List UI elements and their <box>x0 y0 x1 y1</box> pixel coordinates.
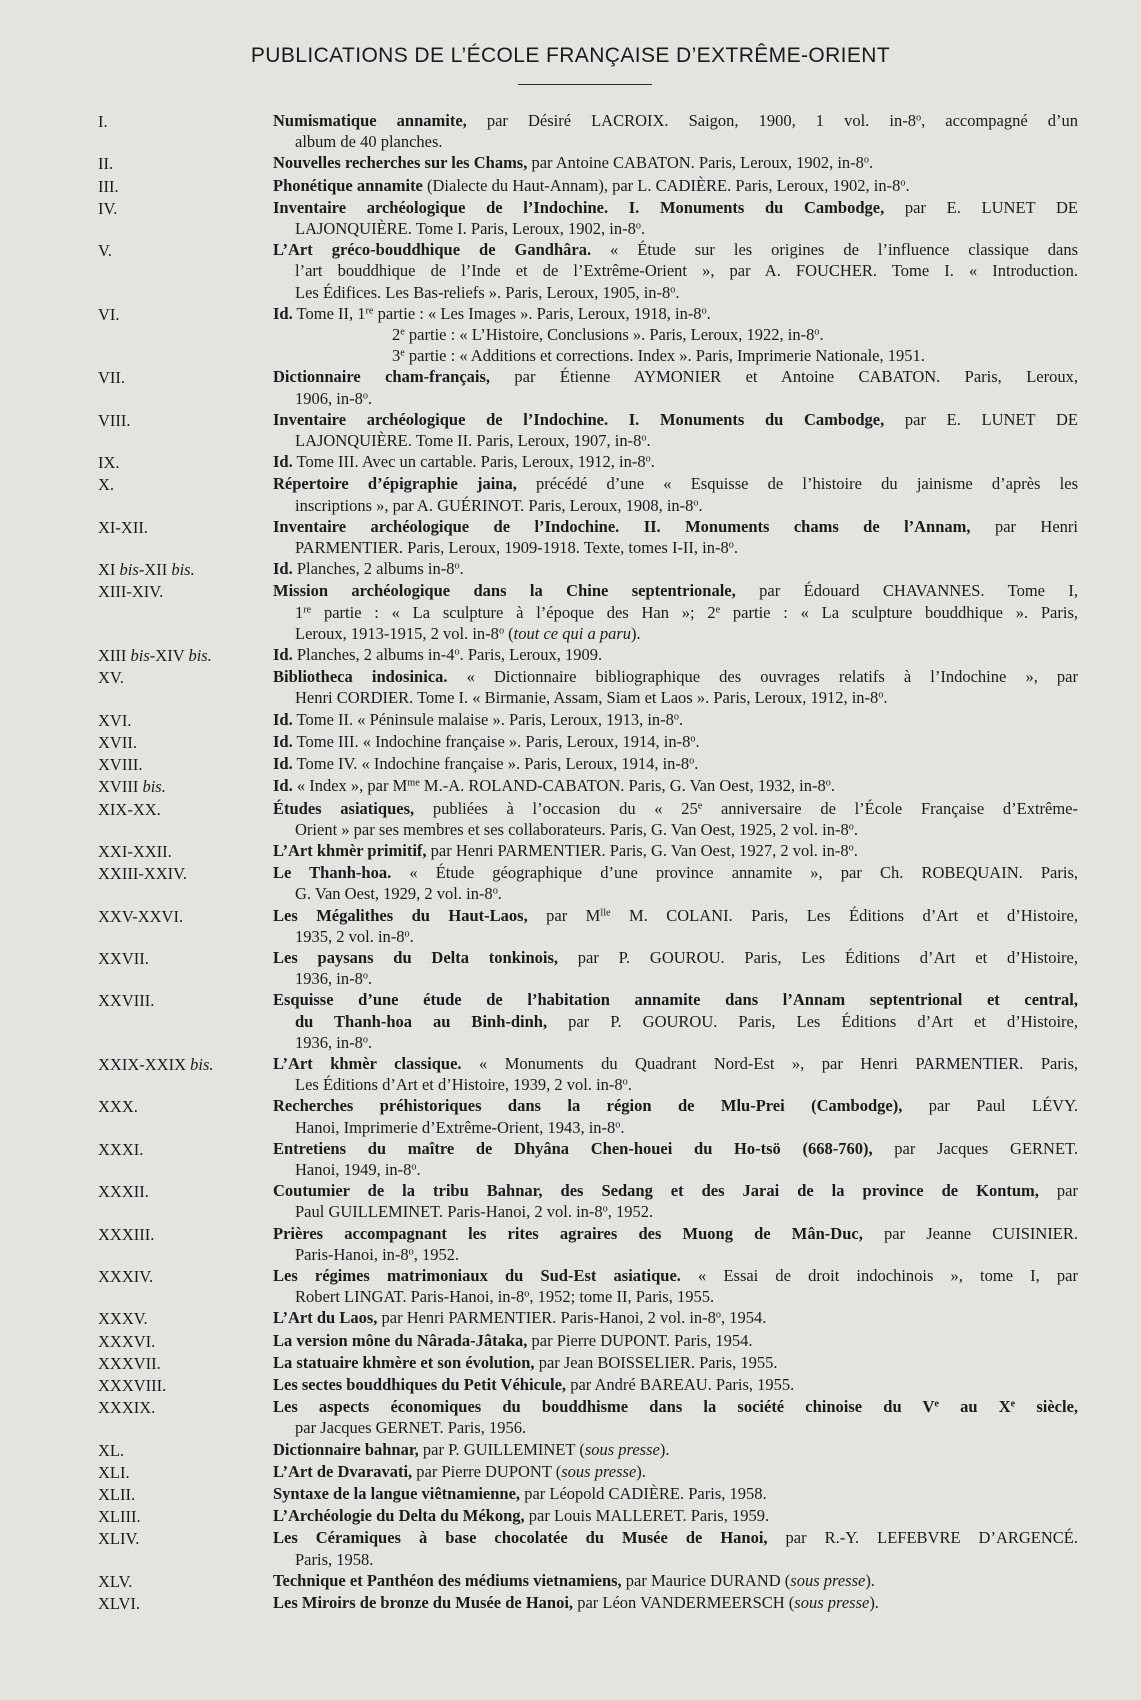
description-line: Syntaxe de la langue viêtnamienne, par Léopold CADIÈRE. Paris, 1958. <box>273 1484 767 1503</box>
publication-entry <box>98 1095 1078 1137</box>
publication-description <box>273 303 1078 367</box>
description-line: l’art bouddhique de l’Inde et de l’Extrême-Orient », par A. FOUCHER. Tome I. « Introduction. <box>295 261 1078 281</box>
publication-entry <box>98 731 1078 753</box>
volume-number: XXIII-XXIV. <box>98 864 188 884</box>
description-line: Leroux, 1913-1915, 2 vol. in-8$^o$ (tout ce qui a paru). <box>295 623 641 643</box>
description-line: Inventaire archéologique de l’Indochine. I. Monuments du Cambodge, par E. LUNET DE <box>273 409 1078 429</box>
description-line: Le Thanh-hoa. « Étude géographique d’une province annamite », par Ch. ROBEQUAIN. Paris, <box>273 863 1078 883</box>
volume-number: III. <box>98 176 119 196</box>
description-line: Technique et Panthéon des médiums vietnamiens, par Maurice DURAND (sous presse). <box>273 1570 875 1590</box>
publication-entry <box>98 753 1078 775</box>
description-line: Hanoi, Imprimerie d’Extrême-Orient, 1943, in-8$^o$. <box>295 1117 625 1137</box>
publication-description <box>273 175 1078 197</box>
publication-entry <box>98 1180 1078 1222</box>
publication-description <box>273 451 1078 473</box>
description-line: LAJONQUIÈRE. Tome I. Paris, Leroux, 1902, in-8$^o$. <box>295 219 646 239</box>
volume-number: XVI. <box>98 710 132 730</box>
description-line: Id. Tome II, 1re partie : « Les Images ». Paris, Leroux, 1918, in-8$^o$. <box>273 303 711 323</box>
volume-number: XXXVIII. <box>98 1375 167 1395</box>
publication-entry <box>98 1223 1078 1265</box>
publication-description <box>273 1483 1078 1505</box>
publication-entry <box>98 152 1078 174</box>
description-line: Prières accompagnant les rites agraires des Muong de Mân-Duc, par Jeanne CUISINIER. <box>273 1223 1078 1243</box>
description-line: par Jacques GERNET. Paris, 1956. <box>295 1418 527 1438</box>
publication-description <box>273 840 1078 862</box>
publication-entry <box>98 239 1078 303</box>
publication-entry <box>98 1570 1078 1592</box>
volume-number: IX. <box>98 453 120 473</box>
publication-description <box>273 1505 1078 1527</box>
publication-description <box>273 709 1078 731</box>
publication-entry <box>98 989 1078 1053</box>
description-line: inscriptions », par A. GUÉRINOT. Paris, Leroux, 1908, in-8$^o$. <box>295 495 703 515</box>
publication-entry <box>98 1527 1078 1569</box>
publication-entry <box>98 644 1078 666</box>
volume-number: XLIII. <box>98 1507 141 1527</box>
volume-number: XXVIII. <box>98 991 155 1011</box>
description-line: Phonétique annamite (Dialecte du Haut-Annam), par L. CADIÈRE. Paris, Leroux, 1902, in-8$^o$. <box>273 175 910 195</box>
publication-entry <box>98 451 1078 473</box>
volume-number: XL. <box>98 1440 125 1460</box>
publication-entry <box>98 303 1078 367</box>
publication-description <box>273 666 1078 708</box>
publication-entry <box>98 366 1078 408</box>
publication-description <box>273 775 1078 797</box>
title-rule <box>518 84 652 85</box>
description-line: Les paysans du Delta tonkinois, par P. GOUROU. Paris, Les Éditions d’Art et d’Histoire, <box>273 947 1078 967</box>
volume-number: V. <box>98 241 112 261</box>
description-line: Id. Tome IV. « Indochine française ». Paris, Leroux, 1914, in-8$^o$. <box>273 754 699 774</box>
description-line: La version mône du Nârada-Jâtaka, par Pierre DUPONT. Paris, 1954. <box>273 1330 753 1350</box>
description-line: Id. « Index », par $M^{me}$ M.-A. ROLAND-CABATON. Paris, G. Van Oest, 1932, in-8$^o$. <box>273 776 835 796</box>
description-line: L’Archéologie du Delta du Mékong, par Louis MALLERET. Paris, 1959. <box>273 1506 770 1526</box>
volume-number: XVIII bis. <box>98 777 166 797</box>
volume-number: XXX. <box>98 1097 138 1117</box>
publication-entry <box>98 110 1078 152</box>
description-line: Paul GUILLEMINET. Paris-Hanoi, 2 vol. in-8$^o$, 1952. <box>295 1202 654 1222</box>
publication-entry <box>98 1352 1078 1374</box>
description-line: Les Céramiques à base chocolatée du Musée de Hanoi, par R.-Y. LEFEBVRE D’ARGENCÉ. <box>273 1528 1078 1548</box>
publication-entry <box>98 580 1078 644</box>
publication-description <box>273 1095 1078 1137</box>
publication-description <box>273 1180 1078 1222</box>
publication-description <box>273 1527 1078 1569</box>
description-line: 2e partie : « L’Histoire, Conclusions ». Paris, Leroux, 1922, in-8$^o$. <box>392 325 824 345</box>
publication-entry <box>98 197 1078 239</box>
description-line: Nouvelles recherches sur les Chams, par Antoine CABATON. Paris, Leroux, 1902, in-8$^o$. <box>273 153 874 173</box>
publication-entry <box>98 1053 1078 1095</box>
publication-description <box>273 1053 1078 1095</box>
volume-number: XI bis-XII bis. <box>98 560 195 580</box>
volume-number: XXXV. <box>98 1309 148 1329</box>
publication-description <box>273 239 1078 303</box>
publication-entry <box>98 1265 1078 1307</box>
publication-description <box>273 152 1078 174</box>
description-line: Études asiatiques, publiées à l’occasion du « 25e anniversaire de l’École Française d’Extrême- <box>273 798 1079 818</box>
publication-description <box>273 1138 1078 1180</box>
publication-entry <box>98 947 1078 989</box>
volume-number: XXVII. <box>98 948 149 968</box>
publication-entry <box>98 709 1078 731</box>
description-line: Henri CORDIER. Tome I. « Birmanie, Assam, Siam et Laos ». Paris, Leroux, 1912, in-8$^o$. <box>295 688 888 708</box>
description-line: Id. Tome II. « Péninsule malaise ». Paris, Leroux, 1913, in-8$^o$. <box>273 709 684 729</box>
volume-number: XLII. <box>98 1485 136 1504</box>
description-line: Orient » par ses membres et ses collaborateurs. Paris, G. Van Oest, 1925, 2 vol. in-8$^o$. <box>295 819 858 839</box>
volume-number: II. <box>98 154 114 174</box>
volume-number: XV. <box>98 668 124 688</box>
publication-entry <box>98 840 1078 862</box>
publication-entry <box>98 409 1078 451</box>
description-line: Bibliotheca indosinica. « Dictionnaire bibliographique des ouvrages relatifs à l’Indochine », par <box>273 667 1078 687</box>
volume-number: XXI-XXII. <box>98 841 172 861</box>
publication-list <box>98 110 1078 1614</box>
description-line: Les Éditions d’Art et d’Histoire, 1939, 2 vol. in-8$^o$. <box>295 1075 632 1095</box>
description-line: 1re partie : « La sculpture à l’époque des Han »; 2e partie : « La sculpture bouddhique ». Paris, <box>295 602 1078 622</box>
publication-entry <box>98 1461 1078 1483</box>
description-line: Id. Planches, 2 albums in-8$^o$. <box>273 559 464 579</box>
publication-entry <box>98 1330 1078 1352</box>
page-title: PUBLICATIONS DE L’ÉCOLE FRANÇAISE D’EXTRÊME-ORIENT <box>250 44 891 67</box>
publication-entry <box>98 1307 1078 1329</box>
publication-entry <box>98 905 1078 947</box>
publication-description <box>273 1461 1078 1483</box>
description-line: Coutumier de la tribu Bahnar, des Sedang et des Jarai de la province de Kontum, par <box>273 1181 1078 1201</box>
description-line: G. Van Oest, 1929, 2 vol. in-8$^o$. <box>295 884 502 904</box>
publication-description <box>273 1570 1078 1592</box>
publication-entry <box>98 1138 1078 1180</box>
description-line: Hanoi, 1949, in-8$^o$. <box>295 1159 421 1179</box>
description-line: 1936, in-8$^o$. <box>295 1032 373 1052</box>
publication-description <box>273 1374 1078 1396</box>
volume-number: XIII bis-XIV bis. <box>98 646 212 666</box>
description-line: Inventaire archéologique de l’Indochine. II. Monuments chams de l’Annam, par Henri <box>273 516 1078 536</box>
description-line: Entretiens du maître de Dhyâna Chen-houei du Ho-tsö (668-760), par Jacques GERNET. <box>273 1138 1078 1158</box>
description-line: Recherches préhistoriques dans la région de Mlu-Prei (Cambodge), par Paul LÉVY. <box>273 1096 1078 1116</box>
publication-entry <box>98 473 1078 515</box>
volume-number: XXXVII. <box>98 1353 161 1373</box>
publication-entry <box>98 1483 1078 1505</box>
publication-description <box>273 580 1078 644</box>
description-line: Mission archéologique dans la Chine septentrionale, par Édouard CHAVANNES. Tome I, <box>273 581 1078 601</box>
description-line: Répertoire d’épigraphie jaina, précédé d’une « Esquisse de l’histoire du jainisme d’après les <box>273 474 1078 494</box>
description-line: Les sectes bouddhiques du Petit Véhicule, par André BAREAU. Paris, 1955. <box>273 1374 795 1394</box>
publication-entry <box>98 1592 1078 1614</box>
description-line: 3e partie : « Additions et corrections. Index ». Paris, Imprimerie Nationale, 1951. <box>392 346 925 366</box>
description-line: Les régimes matrimoniaux du Sud-Est asiatique. « Essai de droit indochinois », tome I, par <box>273 1265 1079 1285</box>
publication-description <box>273 1439 1078 1461</box>
description-line: Paris-Hanoi, in-8$^o$, 1952. <box>295 1244 460 1264</box>
publication-description <box>273 1396 1078 1438</box>
volume-number: VIII. <box>98 410 131 430</box>
publication-entry <box>98 175 1078 197</box>
volume-number: XXXIII. <box>98 1224 155 1244</box>
volume-number: I. <box>98 112 108 131</box>
description-line: 1906, in-8$^o$. <box>295 388 373 408</box>
description-line: Paris, 1958. <box>295 1549 374 1569</box>
description-line: du Thanh-hoa au Binh-dinh, par P. GOUROU. Paris, Les Éditions d’Art et d’Histoire, <box>295 1011 1078 1031</box>
volume-number: X. <box>98 475 115 495</box>
description-line: Robert LINGAT. Paris-Hanoi, in-8$^o$, 1952; tome II, Paris, 1955. <box>295 1287 715 1307</box>
publication-description <box>273 558 1078 580</box>
publication-description <box>273 1592 1078 1614</box>
description-line: album de 40 planches. <box>295 132 443 152</box>
description-line: Id. Planches, 2 albums in-4$^o$. Paris, Leroux, 1909. <box>273 645 603 665</box>
volume-number: XXXVI. <box>98 1331 156 1351</box>
description-line: La statuaire khmère et son évolution, par Jean BOISSELIER. Paris, 1955. <box>273 1352 778 1372</box>
publication-entry <box>98 798 1078 840</box>
description-line: 1935, 2 vol. in-8$^o$. <box>295 926 414 946</box>
publication-description <box>273 1265 1078 1307</box>
description-line: LAJONQUIÈRE. Tome II. Paris, Leroux, 1907, in-8$^o$. <box>295 431 651 451</box>
publication-entry <box>98 516 1078 558</box>
description-line: Inventaire archéologique de l’Indochine. I. Monuments du Cambodge, par E. LUNET DE <box>273 197 1078 217</box>
volume-number: VI. <box>98 304 120 324</box>
volume-number: XXIX-XXIX bis. <box>98 1054 214 1074</box>
volume-number: IV. <box>98 198 118 218</box>
description-line: L’Art gréco-bouddhique de Gandhâra. « Étude sur les origines de l’influence classique dans <box>273 240 1079 260</box>
publication-description <box>273 473 1078 515</box>
publication-description <box>273 1223 1078 1265</box>
volume-number: XXXIV. <box>98 1266 154 1286</box>
publication-description <box>273 731 1078 753</box>
description-line: L’Art khmèr primitif, par Henri PARMENTIER. Paris, G. Van Oest, 1927, 2 vol. in-8$^o$. <box>273 840 858 860</box>
publication-description <box>273 753 1078 775</box>
volume-number: XXXII. <box>98 1182 149 1202</box>
volume-number: XVII. <box>98 732 137 752</box>
volume-number: XLVI. <box>98 1594 141 1614</box>
publication-description <box>273 516 1078 558</box>
publication-description <box>273 862 1078 904</box>
publication-entry <box>98 1374 1078 1396</box>
description-line: PARMENTIER. Paris, Leroux, 1909-1918. Texte, tomes I-II, in-8$^o$. <box>295 538 738 558</box>
description-line: Numismatique annamite, par Désiré LACROIX. Saigon, 1900, 1 vol. in-8$^o$, accompagné d’un <box>273 111 1078 130</box>
publication-entry <box>98 1505 1078 1527</box>
volume-number: XLIV. <box>98 1529 140 1549</box>
volume-number: XXV-XXVI. <box>98 906 184 926</box>
publication-description <box>273 1307 1078 1329</box>
publication-description <box>273 989 1078 1053</box>
publication-description <box>273 947 1078 989</box>
publication-entry <box>98 666 1078 708</box>
description-line: Les aspects économiques du bouddhisme dans la société chinoise du Ve au Xe siècle, <box>273 1397 1079 1417</box>
publication-description <box>273 197 1078 239</box>
publication-description <box>273 798 1078 840</box>
publication-description <box>273 1352 1078 1374</box>
description-line: L’Art du Laos, par Henri PARMENTIER. Paris-Hanoi, 2 vol. in-8$^o$, 1954. <box>273 1308 767 1328</box>
publication-entry <box>98 862 1078 904</box>
description-line: Dictionnaire cham-français, par Étienne AYMONIER et Antoine CABATON. Paris, Leroux, <box>273 367 1078 387</box>
description-line: Les Mégalithes du Haut-Laos, par $M^{lle}$ M. COLANI. Paris, Les Éditions d’Art et d’Histoire, <box>273 905 1078 925</box>
description-line: L’Art khmèr classique. « Monuments du Quadrant Nord-Est », par Henri PARMENTIER. Paris, <box>273 1053 1078 1073</box>
description-line: 1936, in-8$^o$. <box>295 969 373 989</box>
publication-entry <box>98 558 1078 580</box>
publication-description <box>273 110 1078 152</box>
publication-entry <box>98 1396 1078 1438</box>
publication-entry <box>98 775 1078 797</box>
volume-number: XIII-XIV. <box>98 582 164 602</box>
volume-number: XI-XII. <box>98 517 148 537</box>
volume-number: XXXI. <box>98 1139 144 1159</box>
description-line: Les Miroirs de bronze du Musée de Hanoi, par Léon VANDERMEERSCH (sous presse). <box>273 1593 879 1613</box>
volume-number: XIX-XX. <box>98 799 161 819</box>
volume-number: XXXIX. <box>98 1398 156 1418</box>
publication-description <box>273 905 1078 947</box>
description-line: Les Édifices. Les Bas-reliefs ». Paris, Leroux, 1905, in-8$^o$. <box>295 282 680 302</box>
volume-number: XLV. <box>98 1571 133 1591</box>
publication-description <box>273 1330 1078 1352</box>
volume-number: XVIII. <box>98 755 143 775</box>
publication-description <box>273 366 1078 408</box>
description-line: Dictionnaire bahnar, par P. GUILLEMINET (sous presse). <box>273 1439 670 1459</box>
description-line: Esquisse d’une étude de l’habitation annamite dans l’Annam septentrional et central, <box>273 990 1078 1010</box>
description-line: Id. Tome III. « Indochine française ». Paris, Leroux, 1914, in-8$^o$. <box>273 731 700 751</box>
volume-number: VII. <box>98 368 126 388</box>
volume-number: XLI. <box>98 1462 130 1482</box>
publication-entry <box>98 1439 1078 1461</box>
publication-description <box>273 644 1078 666</box>
description-line: L’Art de Dvaravati, par Pierre DUPONT (sous presse). <box>273 1461 646 1481</box>
description-line: Id. Tome III. Avec un cartable. Paris, Leroux, 1912, in-8$^o$. <box>273 452 655 472</box>
publication-description <box>273 409 1078 451</box>
